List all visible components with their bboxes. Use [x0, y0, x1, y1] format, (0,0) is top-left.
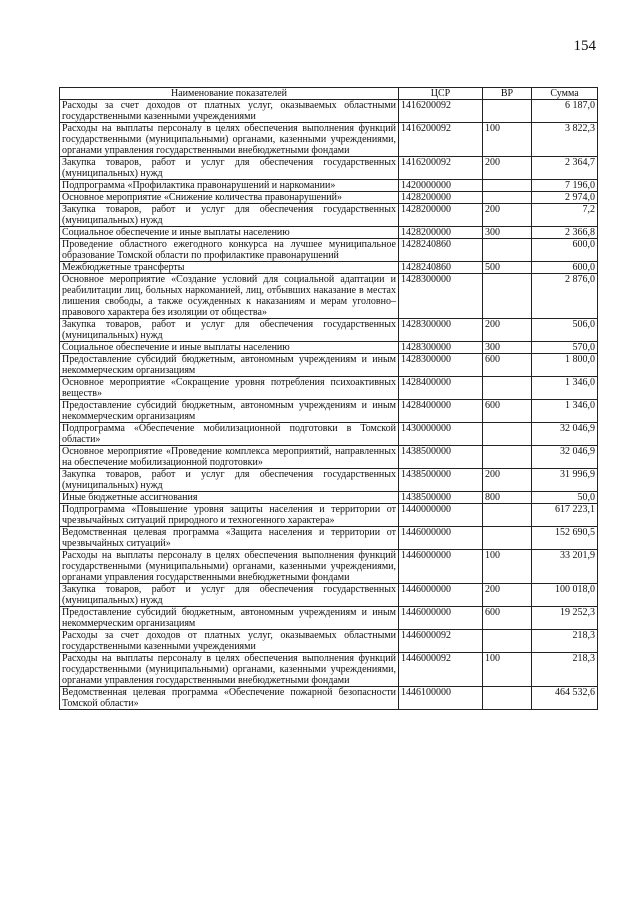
table-row: [60, 342, 598, 354]
row-csr: 1438500000: [399, 446, 483, 469]
row-vr: 500: [483, 262, 532, 274]
table-row: [60, 423, 598, 446]
row-csr: 1416200092: [399, 157, 483, 180]
row-name: Подпрограмма «Повышение уровня защиты населения и территории от чрезвычайных ситуаций природного и техногенного характера»: [60, 504, 399, 527]
budget-table: [59, 87, 598, 710]
table-row: [60, 687, 598, 710]
row-csr: 1446000000: [399, 550, 483, 584]
row-sum: 31 996,9: [532, 469, 598, 492]
row-vr: [483, 192, 532, 204]
row-csr: 1446000000: [399, 527, 483, 550]
row-name: Закупка товаров, работ и услуг для обеспечения государственных (муниципальных) нужд: [60, 319, 399, 342]
row-name: Закупка товаров, работ и услуг для обеспечения государственных (муниципальных) нужд: [60, 157, 399, 180]
table-row: [60, 504, 598, 527]
row-name: Расходы на выплаты персоналу в целях обеспечения выполнения функций государственными (муниципальными) органами, казенными учреждениями, органами управления государственными внебюджетными фондами: [60, 123, 399, 157]
row-vr: [483, 687, 532, 710]
row-name: Проведение областного ежегодного конкурса на лучшее муниципальное образование Томской области по профилактике правонарушений: [60, 239, 399, 262]
row-name: Основное мероприятие «Сокращение уровня потребления психоактивных веществ»: [60, 377, 399, 400]
row-sum: 617 223,1: [532, 504, 598, 527]
table-row: [60, 227, 598, 239]
row-vr: 200: [483, 204, 532, 227]
table-row: [60, 123, 598, 157]
row-vr: [483, 504, 532, 527]
row-sum: 2 364,7: [532, 157, 598, 180]
row-name: Закупка товаров, работ и услуг для обеспечения государственных (муниципальных) нужд: [60, 584, 399, 607]
row-vr: 100: [483, 550, 532, 584]
row-name: Расходы на выплаты персоналу в целях обеспечения выполнения функций государственными (муниципальными) органами, казенными учреждениями, органами управления государственными внебюджетными фондами: [60, 550, 399, 584]
table-row: [60, 180, 598, 192]
row-name: Иные бюджетные ассигнования: [60, 492, 399, 504]
table-row: [60, 607, 598, 630]
row-sum: 7 196,0: [532, 180, 598, 192]
row-vr: [483, 446, 532, 469]
row-vr: [483, 274, 532, 319]
row-sum: 32 046,9: [532, 423, 598, 446]
table-row: [60, 469, 598, 492]
table-row: [60, 274, 598, 319]
row-sum: 570,0: [532, 342, 598, 354]
row-name: Ведомственная целевая программа «Защита населения и территории от чрезвычайных ситуаций»: [60, 527, 399, 550]
row-vr: [483, 377, 532, 400]
row-csr: 1428300000: [399, 319, 483, 342]
row-vr: 200: [483, 469, 532, 492]
row-vr: [483, 180, 532, 192]
table-row: [60, 319, 598, 342]
header-vr: ВР: [483, 88, 532, 100]
row-name: Предоставление субсидий бюджетным, автономным учреждениям и иным некоммерческим организациям: [60, 607, 399, 630]
row-sum: 464 532,6: [532, 687, 598, 710]
row-name: Расходы за счет доходов от платных услуг, оказываемых областными государственными казенными учреждениями: [60, 100, 399, 123]
header-csr: ЦСР: [399, 88, 483, 100]
row-sum: 2 974,0: [532, 192, 598, 204]
row-sum: 152 690,5: [532, 527, 598, 550]
row-vr: [483, 527, 532, 550]
table-row: [60, 262, 598, 274]
row-vr: [483, 239, 532, 262]
row-sum: 1 346,0: [532, 400, 598, 423]
row-sum: 19 252,3: [532, 607, 598, 630]
table-row: [60, 157, 598, 180]
row-vr: 100: [483, 653, 532, 687]
row-sum: 2 876,0: [532, 274, 598, 319]
row-vr: 600: [483, 400, 532, 423]
row-vr: 800: [483, 492, 532, 504]
row-csr: 1420000000: [399, 180, 483, 192]
row-sum: 100 018,0: [532, 584, 598, 607]
table-row: [60, 527, 598, 550]
row-vr: 300: [483, 342, 532, 354]
row-csr: 1446000092: [399, 630, 483, 653]
row-name: Закупка товаров, работ и услуг для обеспечения государственных (муниципальных) нужд: [60, 204, 399, 227]
row-vr: 300: [483, 227, 532, 239]
row-csr: 1438500000: [399, 469, 483, 492]
table-row: [60, 492, 598, 504]
table-row: [60, 653, 598, 687]
row-sum: 218,3: [532, 630, 598, 653]
row-name: Подпрограмма «Профилактика правонарушений и наркомании»: [60, 180, 399, 192]
row-sum: 1 800,0: [532, 354, 598, 377]
table-row: [60, 446, 598, 469]
row-name: Подпрограмма «Обеспечение мобилизационной подготовки в Томской области»: [60, 423, 399, 446]
table-row: [60, 239, 598, 262]
table-row: [60, 630, 598, 653]
row-sum: 32 046,9: [532, 446, 598, 469]
row-name: Основное мероприятие «Создание условий для социальной адаптации и реабилитации лиц, больных наркоманией, лиц, отбывших наказание в местах лишения свободы, а также осужденных к наказаниям и мерам уголовно–правового характера без изоляции от общества»: [60, 274, 399, 319]
row-csr: 1430000000: [399, 423, 483, 446]
row-csr: 1428240860: [399, 262, 483, 274]
row-csr: 1438500000: [399, 492, 483, 504]
row-sum: 218,3: [532, 653, 598, 687]
row-csr: 1428240860: [399, 239, 483, 262]
row-csr: 1416200092: [399, 123, 483, 157]
row-name: Закупка товаров, работ и услуг для обеспечения государственных (муниципальных) нужд: [60, 469, 399, 492]
row-sum: 33 201,9: [532, 550, 598, 584]
row-vr: 600: [483, 607, 532, 630]
table-row: [60, 377, 598, 400]
row-name: Предоставление субсидий бюджетным, автономным учреждениям и иным некоммерческим организациям: [60, 400, 399, 423]
header-name: Наименование показателей: [60, 88, 399, 100]
row-csr: 1428400000: [399, 377, 483, 400]
row-sum: 600,0: [532, 239, 598, 262]
row-sum: 600,0: [532, 262, 598, 274]
table-row: [60, 550, 598, 584]
row-csr: 1428300000: [399, 354, 483, 377]
table-row: [60, 192, 598, 204]
table-row: [60, 584, 598, 607]
table-row: [60, 354, 598, 377]
table-row: [60, 204, 598, 227]
row-sum: 1 346,0: [532, 377, 598, 400]
row-csr: 1446000000: [399, 607, 483, 630]
row-vr: [483, 630, 532, 653]
row-vr: 200: [483, 319, 532, 342]
row-csr: 1416200092: [399, 100, 483, 123]
row-sum: 506,0: [532, 319, 598, 342]
page-number: 154: [573, 38, 596, 54]
row-sum: 50,0: [532, 492, 598, 504]
row-vr: 200: [483, 157, 532, 180]
row-name: Основное мероприятие «Снижение количества правонарушений»: [60, 192, 399, 204]
row-name: Расходы на выплаты персоналу в целях обеспечения выполнения функций государственными (муниципальными) органами, казенными учреждениями, органами управления государственными внебюджетными фондами: [60, 653, 399, 687]
row-name: Основное мероприятие «Проведение комплекса мероприятий, направленных на обеспечение мобилизационной подготовки»: [60, 446, 399, 469]
table-header-row: [60, 88, 598, 100]
row-csr: 1428200000: [399, 227, 483, 239]
row-vr: 600: [483, 354, 532, 377]
row-vr: 100: [483, 123, 532, 157]
row-sum: 6 187,0: [532, 100, 598, 123]
row-csr: 1428200000: [399, 192, 483, 204]
row-csr: 1446000000: [399, 584, 483, 607]
row-csr: 1428400000: [399, 400, 483, 423]
row-csr: 1428200000: [399, 204, 483, 227]
header-sum: Сумма: [532, 88, 598, 100]
row-name: Социальное обеспечение и иные выплаты населению: [60, 342, 399, 354]
row-csr: 1428300000: [399, 274, 483, 319]
table-row: [60, 400, 598, 423]
row-name: Межбюджетные трансферты: [60, 262, 399, 274]
row-sum: 7,2: [532, 204, 598, 227]
row-csr: 1446100000: [399, 687, 483, 710]
row-name: Предоставление субсидий бюджетным, автономным учреждениям и иным некоммерческим организациям: [60, 354, 399, 377]
row-csr: 1440000000: [399, 504, 483, 527]
row-csr: 1428300000: [399, 342, 483, 354]
row-sum: 3 822,3: [532, 123, 598, 157]
row-csr: 1446000092: [399, 653, 483, 687]
row-vr: 200: [483, 584, 532, 607]
row-name: Ведомственная целевая программа «Обеспечение пожарной безопасности Томской области»: [60, 687, 399, 710]
row-name: Социальное обеспечение и иные выплаты населению: [60, 227, 399, 239]
row-vr: [483, 100, 532, 123]
table-body: [60, 100, 598, 710]
row-sum: 2 366,8: [532, 227, 598, 239]
row-vr: [483, 423, 532, 446]
row-name: Расходы за счет доходов от платных услуг, оказываемых областными государственными казенными учреждениями: [60, 630, 399, 653]
table-row: [60, 100, 598, 123]
